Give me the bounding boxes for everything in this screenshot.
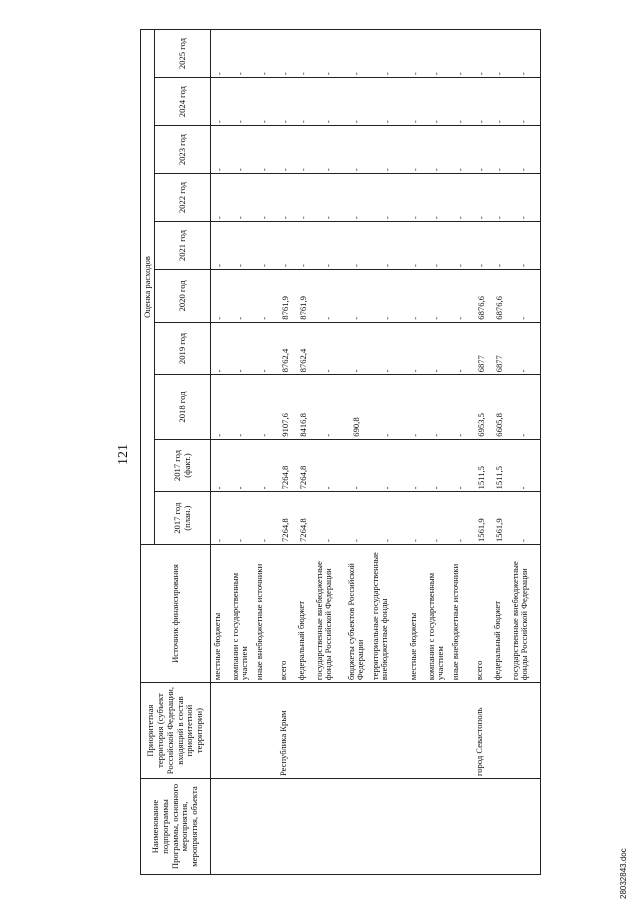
value-cell: - xyxy=(509,30,541,78)
value-cell: - xyxy=(345,270,369,323)
value-cell: - xyxy=(277,30,295,78)
value-cell: - xyxy=(295,174,313,222)
value-cell: - xyxy=(253,78,277,126)
value-cell: - xyxy=(345,492,369,545)
value-cell: 7264,8 xyxy=(295,439,313,492)
financing-table xyxy=(140,29,541,875)
header-year: 2017 год (план.) xyxy=(155,492,211,545)
header-year: 2018 год xyxy=(155,375,211,439)
header-year: 2020 год xyxy=(155,270,211,323)
table-row xyxy=(211,30,229,875)
source-cell: компании с государственным участием xyxy=(229,545,253,683)
value-cell: 6605,8 xyxy=(491,375,509,439)
value-cell: - xyxy=(211,270,229,323)
value-cell: - xyxy=(449,30,473,78)
value-cell: - xyxy=(313,439,345,492)
value-cell: - xyxy=(295,222,313,270)
value-cell: 6876,6 xyxy=(491,270,509,323)
value-cell: - xyxy=(449,174,473,222)
value-cell: 1511,5 xyxy=(473,439,491,492)
territory-cell: Республика Крым xyxy=(277,683,295,779)
value-cell: - xyxy=(253,270,277,323)
program-name-cell xyxy=(229,779,253,875)
value-cell: - xyxy=(369,492,407,545)
value-cell: - xyxy=(295,30,313,78)
program-name-cell xyxy=(253,779,277,875)
value-cell: - xyxy=(425,30,449,78)
territory-cell xyxy=(425,683,449,779)
program-name-cell xyxy=(509,779,541,875)
source-cell: государственные внебюджетные фонды Российской Федерации xyxy=(509,545,541,683)
value-cell: - xyxy=(313,126,345,174)
value-cell: - xyxy=(425,375,449,439)
value-cell: - xyxy=(509,78,541,126)
program-name-cell xyxy=(473,779,491,875)
value-cell: 6876,6 xyxy=(473,270,491,323)
value-cell: - xyxy=(229,270,253,323)
value-cell: - xyxy=(369,222,407,270)
value-cell: 6877 xyxy=(473,322,491,375)
value-cell: - xyxy=(295,78,313,126)
value-cell: - xyxy=(253,322,277,375)
value-cell: - xyxy=(211,222,229,270)
value-cell: - xyxy=(509,126,541,174)
value-cell: - xyxy=(407,492,425,545)
value-cell: 8762,4 xyxy=(295,322,313,375)
value-cell: - xyxy=(509,222,541,270)
value-cell: - xyxy=(345,174,369,222)
value-cell: - xyxy=(229,126,253,174)
table-row xyxy=(295,30,313,875)
value-cell: - xyxy=(449,222,473,270)
header-estimate: Оценка расходов xyxy=(141,30,155,545)
value-cell: - xyxy=(407,78,425,126)
table-row xyxy=(449,30,473,875)
value-cell: - xyxy=(313,492,345,545)
value-cell: - xyxy=(425,270,449,323)
value-cell: - xyxy=(345,222,369,270)
value-cell: - xyxy=(253,492,277,545)
value-cell: - xyxy=(509,492,541,545)
territory-cell xyxy=(295,683,313,779)
value-cell: - xyxy=(345,30,369,78)
value-cell: - xyxy=(473,30,491,78)
source-cell: местные бюджеты xyxy=(407,545,425,683)
value-cell: - xyxy=(211,30,229,78)
value-cell: - xyxy=(425,322,449,375)
page-number: 121 xyxy=(116,444,131,465)
value-cell: - xyxy=(369,375,407,439)
value-cell: 8761,9 xyxy=(295,270,313,323)
territory-cell xyxy=(509,683,541,779)
value-cell: 1511,5 xyxy=(491,439,509,492)
program-name-cell xyxy=(449,779,473,875)
territory-cell xyxy=(407,683,425,779)
value-cell: - xyxy=(449,78,473,126)
value-cell: - xyxy=(425,222,449,270)
value-cell: - xyxy=(449,322,473,375)
value-cell: - xyxy=(491,30,509,78)
value-cell: - xyxy=(211,126,229,174)
value-cell: - xyxy=(313,78,345,126)
value-cell: - xyxy=(211,492,229,545)
value-cell: - xyxy=(509,375,541,439)
value-cell: - xyxy=(295,126,313,174)
source-cell: иные внебюджетные источники xyxy=(253,545,277,683)
value-cell: - xyxy=(369,126,407,174)
territory-cell xyxy=(369,683,407,779)
value-cell: - xyxy=(449,270,473,323)
footer-doc-id: 28032843.doc xyxy=(619,848,628,899)
value-cell: - xyxy=(369,78,407,126)
value-cell: - xyxy=(229,30,253,78)
value-cell: - xyxy=(491,174,509,222)
value-cell: - xyxy=(407,30,425,78)
table-row xyxy=(253,30,277,875)
value-cell: - xyxy=(509,270,541,323)
source-cell: всего xyxy=(473,545,491,683)
value-cell: 7264,8 xyxy=(277,439,295,492)
value-cell: - xyxy=(229,439,253,492)
value-cell: 7264,8 xyxy=(277,492,295,545)
source-cell: местные бюджеты xyxy=(211,545,229,683)
table-row xyxy=(425,30,449,875)
value-cell: - xyxy=(253,222,277,270)
value-cell: - xyxy=(313,222,345,270)
header-year: 2022 год xyxy=(155,174,211,222)
program-name-cell xyxy=(369,779,407,875)
program-name-cell xyxy=(295,779,313,875)
value-cell: - xyxy=(313,174,345,222)
value-cell: - xyxy=(407,439,425,492)
source-cell: федеральный бюджет xyxy=(491,545,509,683)
header-program-name: Наименование подпрограммы Программы, основного мероприятия, мероприятия, объекта xyxy=(141,779,211,875)
value-cell: - xyxy=(253,30,277,78)
value-cell: 8762,4 xyxy=(277,322,295,375)
header-year: 2019 год xyxy=(155,322,211,375)
value-cell: - xyxy=(229,492,253,545)
territory-cell xyxy=(491,683,509,779)
program-name-cell xyxy=(407,779,425,875)
header-year: 2017 год (факт.) xyxy=(155,439,211,492)
program-name-cell xyxy=(211,779,229,875)
value-cell: - xyxy=(313,30,345,78)
value-cell: 1561,9 xyxy=(473,492,491,545)
value-cell: - xyxy=(491,222,509,270)
value-cell: - xyxy=(211,78,229,126)
value-cell: - xyxy=(345,78,369,126)
value-cell: 1561,9 xyxy=(491,492,509,545)
value-cell: - xyxy=(211,322,229,375)
value-cell: - xyxy=(313,375,345,439)
value-cell: - xyxy=(449,126,473,174)
value-cell: - xyxy=(369,270,407,323)
value-cell: - xyxy=(229,78,253,126)
source-cell: территориальные государственные внебюджетные фонды xyxy=(369,545,407,683)
program-name-cell xyxy=(425,779,449,875)
value-cell: - xyxy=(473,78,491,126)
value-cell: - xyxy=(449,375,473,439)
header-territory: Приоритетная территория (субъект Российской Федерации, входящий в состав приоритетной территории) xyxy=(141,683,211,779)
header-source: Источник финансирования xyxy=(141,545,211,683)
table-row xyxy=(407,30,425,875)
header-year: 2025 год xyxy=(155,30,211,78)
value-cell: 8761,9 xyxy=(277,270,295,323)
value-cell: - xyxy=(509,322,541,375)
value-cell: - xyxy=(425,78,449,126)
territory-cell xyxy=(211,683,229,779)
value-cell: - xyxy=(277,222,295,270)
value-cell: 9107,6 xyxy=(277,375,295,439)
value-cell: 8416,8 xyxy=(295,375,313,439)
source-cell: бюджеты субъектов Российской Федерации xyxy=(345,545,369,683)
header-year: 2024 год xyxy=(155,78,211,126)
table-row xyxy=(509,30,541,875)
territory-cell xyxy=(345,683,369,779)
value-cell: 6877 xyxy=(491,322,509,375)
territory-cell xyxy=(313,683,345,779)
value-cell: - xyxy=(491,126,509,174)
value-cell: - xyxy=(253,174,277,222)
value-cell: - xyxy=(509,174,541,222)
value-cell: - xyxy=(407,222,425,270)
value-cell: - xyxy=(253,375,277,439)
table-row xyxy=(229,30,253,875)
value-cell: - xyxy=(407,322,425,375)
table-row xyxy=(491,30,509,875)
header-year: 2023 год xyxy=(155,126,211,174)
value-cell: 7264,8 xyxy=(295,492,313,545)
value-cell: - xyxy=(407,126,425,174)
source-cell: иные внебюджетные источники xyxy=(449,545,473,683)
program-name-cell xyxy=(491,779,509,875)
value-cell: - xyxy=(407,270,425,323)
table-row xyxy=(473,30,491,875)
table-row xyxy=(369,30,407,875)
value-cell: - xyxy=(407,375,425,439)
program-name-cell xyxy=(345,779,369,875)
value-cell: - xyxy=(407,174,425,222)
program-name-cell xyxy=(277,779,295,875)
value-cell: - xyxy=(509,439,541,492)
value-cell: - xyxy=(229,174,253,222)
value-cell: - xyxy=(253,126,277,174)
value-cell: - xyxy=(277,126,295,174)
value-cell: - xyxy=(449,439,473,492)
value-cell: - xyxy=(253,439,277,492)
territory-cell: город Севастополь xyxy=(473,683,491,779)
table-row xyxy=(345,30,369,875)
value-cell: - xyxy=(369,30,407,78)
value-cell: 690,8 xyxy=(345,375,369,439)
value-cell: - xyxy=(473,174,491,222)
value-cell: - xyxy=(211,439,229,492)
value-cell: - xyxy=(369,322,407,375)
value-cell: - xyxy=(425,439,449,492)
value-cell: - xyxy=(473,126,491,174)
header-year: 2021 год xyxy=(155,222,211,270)
source-cell: компании с государственным участием xyxy=(425,545,449,683)
value-cell: 6953,5 xyxy=(473,375,491,439)
value-cell: - xyxy=(345,439,369,492)
value-cell: - xyxy=(369,174,407,222)
value-cell: - xyxy=(211,375,229,439)
value-cell: - xyxy=(211,174,229,222)
territory-cell xyxy=(449,683,473,779)
value-cell: - xyxy=(425,492,449,545)
table-row xyxy=(313,30,345,875)
value-cell: - xyxy=(313,270,345,323)
value-cell: - xyxy=(449,492,473,545)
value-cell: - xyxy=(229,375,253,439)
value-cell: - xyxy=(313,322,345,375)
source-cell: всего xyxy=(277,545,295,683)
value-cell: - xyxy=(229,322,253,375)
table-row xyxy=(277,30,295,875)
value-cell: - xyxy=(277,78,295,126)
value-cell: - xyxy=(345,126,369,174)
territory-cell xyxy=(253,683,277,779)
value-cell: - xyxy=(369,439,407,492)
value-cell: - xyxy=(425,126,449,174)
value-cell: - xyxy=(473,222,491,270)
value-cell: - xyxy=(345,322,369,375)
territory-cell xyxy=(229,683,253,779)
program-name-cell xyxy=(313,779,345,875)
source-cell: государственные внебюджетные фонды Российской Федерации xyxy=(313,545,345,683)
value-cell: - xyxy=(277,174,295,222)
value-cell: - xyxy=(425,174,449,222)
value-cell: - xyxy=(491,78,509,126)
source-cell: федеральный бюджет xyxy=(295,545,313,683)
value-cell: - xyxy=(229,222,253,270)
